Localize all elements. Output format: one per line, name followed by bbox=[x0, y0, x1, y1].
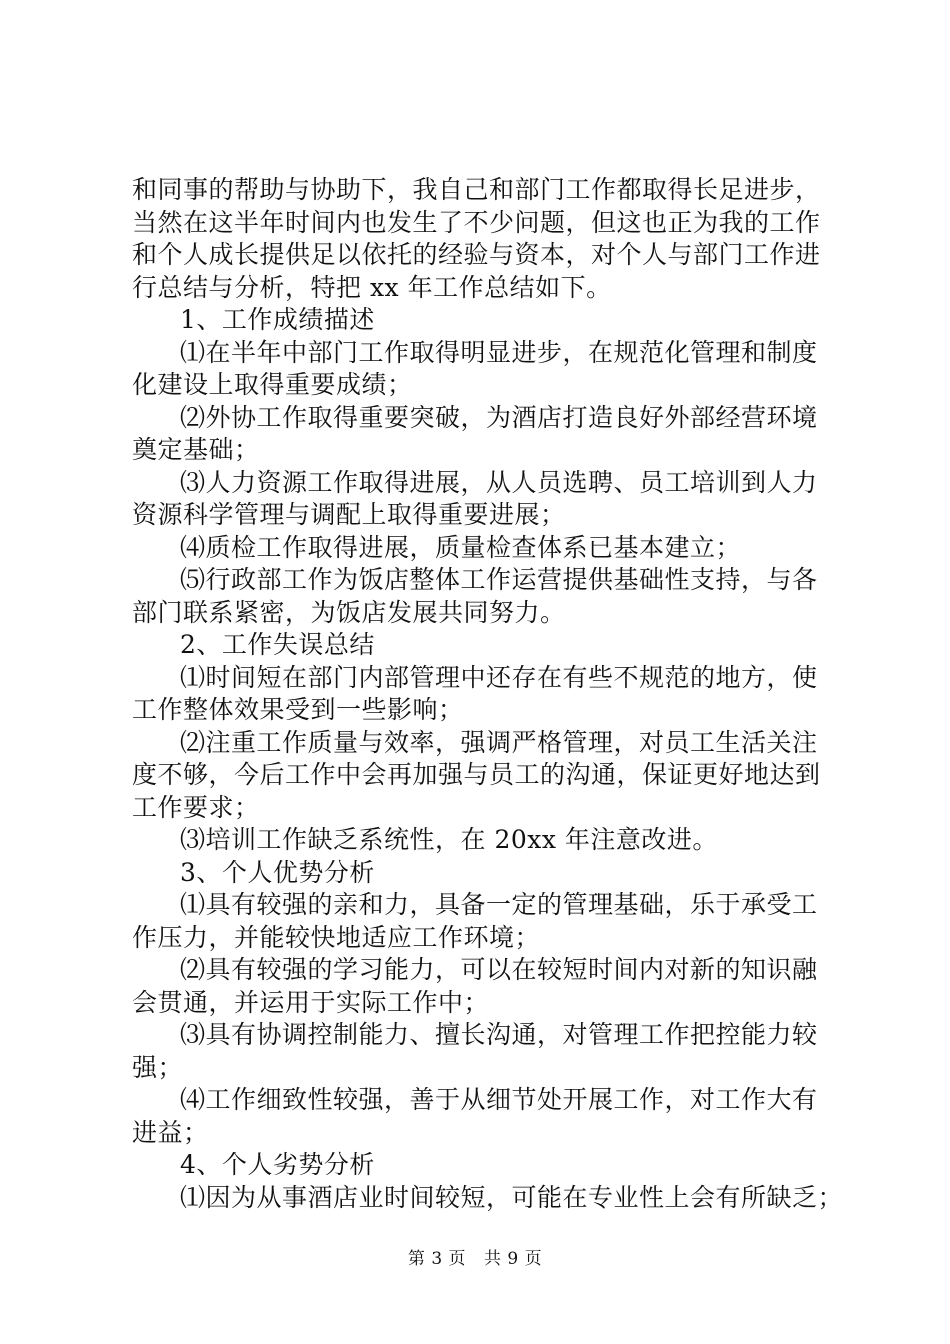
text-line: 行总结与分析，特把 xx 年工作总结如下。 bbox=[132, 272, 612, 302]
text-line: 化建设上取得重要成绩； bbox=[132, 370, 413, 399]
text-line: 2、工作失误总结 bbox=[180, 630, 375, 659]
text-line: 奠定基础； bbox=[132, 435, 260, 464]
text-line: 工作整体效果受到一些影响； bbox=[132, 695, 464, 724]
document-body bbox=[132, 174, 842, 1214]
text-line: ⑸行政部工作为饭店整体工作运营提供基础性支持，与各 bbox=[180, 565, 818, 594]
text-line: 和个人成长提供足以依托的经验与资本，对个人与部门工作进 bbox=[132, 240, 821, 269]
page-footer bbox=[0, 1244, 950, 1269]
text-line: ⑶人力资源工作取得进展，从人员选聘、员工培训到人力 bbox=[180, 467, 818, 497]
text-line: 1、工作成绩描述 bbox=[180, 305, 375, 334]
text-line: ⑴因为从事酒店业时间较短，可能在专业性上会有所缺乏； bbox=[180, 1182, 844, 1212]
total-page-count: 共 9 页 bbox=[483, 1249, 543, 1269]
text-line: ⑵注重工作质量与效率，强调严格管理，对员工生活关注 bbox=[180, 727, 818, 757]
text-line: ⑵外协工作取得重要突破，为酒店打造良好外部经营环境 bbox=[180, 402, 818, 432]
text-line: ⑶具有协调控制能力、擅长沟通，对管理工作把控能力较 bbox=[180, 1020, 818, 1049]
text-line: 度不够，今后工作中会再加强与员工的沟通，保证更好地达到 bbox=[132, 760, 821, 789]
text-line: 会贯通，并运用于实际工作中； bbox=[132, 987, 490, 1017]
text-line: ⑷工作细致性较强，善于从细节处开展工作，对工作大有 bbox=[180, 1085, 818, 1114]
text-line: ⑴具有较强的亲和力，具备一定的管理基础，乐于承受工 bbox=[180, 890, 818, 919]
current-page-number: 第 3 页 bbox=[407, 1249, 467, 1269]
text-line: ⑷质检工作取得进展，质量检查体系已基本建立； bbox=[180, 532, 742, 562]
text-line: ⑶培训工作缺乏系统性，在 20xx 年注意改进。 bbox=[180, 825, 718, 854]
text-line: 3、个人优势分析 bbox=[180, 857, 375, 887]
text-line: 当然在这半年时间内也发生了不少问题，但这也正为我的工作 bbox=[132, 207, 821, 237]
text-line: 作压力，并能较快地适应工作环境； bbox=[132, 922, 541, 952]
text-line: 4、个人劣势分析 bbox=[180, 1150, 375, 1179]
text-line: 工作要求； bbox=[132, 792, 260, 822]
text-line: 进益； bbox=[132, 1117, 209, 1147]
text-line: 资源科学管理与调配上取得重要进展； bbox=[132, 500, 566, 529]
text-line: 和同事的帮助与协助下，我自己和部门工作都取得长足进步， bbox=[132, 175, 821, 204]
text-line: ⑴在半年中部门工作取得明显进步，在规范化管理和制度 bbox=[180, 337, 818, 367]
text-line: 强； bbox=[132, 1052, 184, 1082]
text-line: ⑴时间短在部门内部管理中还存在有些不规范的地方，使 bbox=[180, 662, 818, 692]
text-line: ⑵具有较强的学习能力，可以在较短时间内对新的知识融 bbox=[180, 955, 818, 984]
text-line: 部门联系紧密，为饭店发展共同努力。 bbox=[132, 597, 566, 627]
